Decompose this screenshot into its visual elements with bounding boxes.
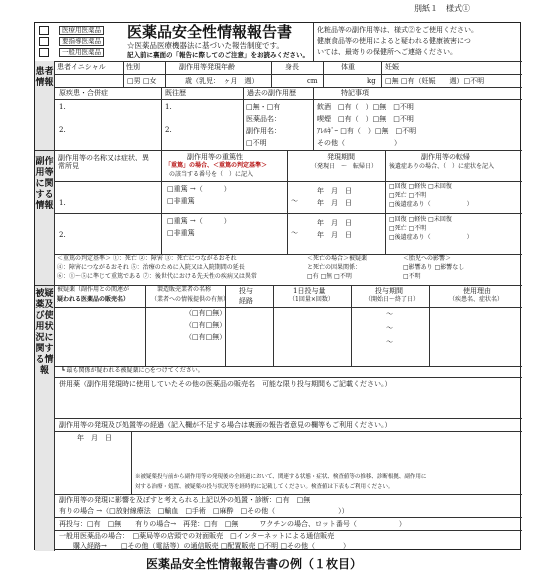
adr-row-1-tilde: 〜 <box>291 197 298 205</box>
death-causality-options[interactable]: □有 □無 □不明 <box>307 273 352 280</box>
form-instruction: 記入前に裏面の「報告に際してのご注意」をお読みください。 <box>127 51 309 59</box>
annex-label: 別紙１ 様式① <box>414 4 470 13</box>
category-label-2: 要指導医薬品 <box>59 37 104 46</box>
route-header-2: 経路 <box>239 297 253 305</box>
height-label: 身長 <box>285 63 299 71</box>
drug-row-2-period: 〜 <box>386 324 393 332</box>
disease-row-2[interactable]: 2. <box>59 126 66 134</box>
special-drinking[interactable]: 飲酒 □有（ ）□無 □不明 <box>317 103 414 111</box>
other-treatment-detail[interactable]: 有りの場合 →（□放射線療法 □輸血 □手術 □麻酔 □その他（ ）） <box>59 507 349 515</box>
past-adr-option[interactable]: □無・□有 <box>246 103 281 111</box>
weight-label: 体重 <box>341 63 355 71</box>
pregnancy-label: 妊娠 <box>385 63 399 71</box>
suspect-drug-header-2: 疑われる医薬品の販売名） <box>57 296 130 303</box>
course-date[interactable]: 年 月 日 <box>77 434 112 442</box>
adr-row-2-start-date[interactable]: 年 月 日 <box>317 219 352 227</box>
section-patient-info: 患者情報 <box>35 67 54 88</box>
death-causality-2: と死亡の因果関係： <box>307 264 362 271</box>
concomitant-drugs-label: 併用薬（副作用発現時に使用していたその他の医薬品の販売名 可能な限り投与期間もご記載ください。） <box>59 380 392 388</box>
manufacturer-header-1: 製造販売業者の名称 <box>157 286 212 293</box>
category-checkbox-3[interactable] <box>39 48 49 57</box>
adr-row-2-tilde: 〜 <box>291 229 298 237</box>
readministration-line[interactable]: 再投与：□有 □無 有りの場合→ 再発：□有 □無 ワクチンの場合、ロット番号（ ） <box>59 520 406 528</box>
anamnesis-row-1[interactable]: 1. <box>165 103 172 111</box>
figure-caption: 医薬品安全性情報報告書の例（１枚目） <box>146 557 363 571</box>
adr-row-2-number[interactable]: 2. <box>59 231 66 239</box>
adr-row-2-nonserious[interactable]: □非重篤 <box>167 229 195 237</box>
adr-row-1-serious[interactable]: □重篤 →（ ） <box>167 185 231 193</box>
section-side-effect-info: 副作用等に関する情報 <box>35 157 54 211</box>
adr-row-1-outcome-3[interactable]: □後遺症あり（ ） <box>389 201 473 208</box>
adr-row-1-end-date[interactable]: 年 月 日 <box>317 199 352 207</box>
suspect-marker-note: ┗ 最も関係が疑われる被疑薬に○をつけてください。 <box>61 367 204 374</box>
report-form <box>34 22 521 550</box>
age-label: 副作用等発現年齢 <box>179 63 235 71</box>
past-adr-unknown[interactable]: □不明 <box>246 139 267 147</box>
adr-row-1-nonserious[interactable]: □非重篤 <box>167 197 195 205</box>
otc-purchase-line-1[interactable]: 一般用医薬品の場合： □薬局等の店頭での対面販売 □インターネットによる通信販売 <box>59 532 335 540</box>
criteria-line-2: ④：障害につながるおそれ ⑤：治療のために入院又は入院期間の延長 <box>57 264 245 271</box>
drug-row-2-provided[interactable]: （□有□無） <box>185 321 227 329</box>
past-adr-name: 副作用名： <box>246 127 281 135</box>
sex-label: 性別 <box>126 63 140 71</box>
severity-sub-1: 「重篤」の場合、＜重篤の判定基準＞ <box>165 162 268 169</box>
suspect-drug-header-1: 被疑薬（副作用との関連が <box>57 286 130 293</box>
pregnancy-options[interactable]: □無 □有（妊娠 週）□不明 <box>385 77 485 85</box>
adr-row-2-outcome-1[interactable]: □回復 □軽快 □未回復 <box>389 216 452 223</box>
underlying-disease-label: 原疾患・合併症 <box>59 89 108 97</box>
header-note-1: 化粧品等の副作用等は、様式②をご使用ください。 <box>317 26 478 34</box>
outcome-sub: 後遺症ありの場合、（ ）に症状を記入 <box>389 163 495 170</box>
drug-row-1-provided[interactable]: （□有□無） <box>185 309 227 317</box>
section-suspect-drug-info: 被疑薬及び使用状況に関する情報 <box>35 289 54 376</box>
adr-row-2-serious[interactable]: □重篤 →（ ） <box>167 217 231 225</box>
severity-sub-2: の該当する番号を（ ）に記入 <box>169 171 254 178</box>
anamnesis-row-2[interactable]: 2. <box>165 126 172 134</box>
dosing-period-header-2: （開始日〜終了日） <box>365 296 420 303</box>
anamnesis-label: 既往歴 <box>165 89 186 97</box>
course-footnote-1: ※被疑薬投与前から副作用等の発現後の全経過において、関連する状態・症状、検査値等の推移、診断根拠、副作用に <box>135 474 427 480</box>
patient-initial-label: 患者イニシャル <box>57 63 106 71</box>
marker-arrow-icon: ┗ <box>61 367 65 374</box>
age-unit: 歳（乳児： ヶ月 週） <box>185 77 259 85</box>
past-adr-label: 過去の副作用歴 <box>247 89 296 97</box>
fetal-effect-label: ＜胎児への影響＞ <box>403 255 452 262</box>
fetal-effect-unknown[interactable]: □不明 <box>403 273 421 280</box>
past-adr-drug: 医薬品名： <box>246 115 281 123</box>
drug-row-1-period: 〜 <box>386 310 393 318</box>
otc-purchase-line-2[interactable]: 購入経路→ □その他（電話等）の通信販売 □配置販売 □不明 □その他（ ） <box>59 542 350 550</box>
drug-row-3-period: 〜 <box>386 338 393 346</box>
adr-row-2-end-date[interactable]: 年 月 日 <box>317 231 352 239</box>
height-unit: cm <box>307 77 318 85</box>
sex-options[interactable]: □男 □女 <box>127 77 157 85</box>
header-note-2: 健康食品等の使用によると疑われる健康被害につ <box>317 37 471 45</box>
criteria-line-1: ＜重篤の判定基準＞ ①：死亡 ②：障害 ③：死亡につながるおそれ <box>57 255 237 262</box>
outcome-header: 副作用等の転帰 <box>421 153 470 161</box>
category-checkbox-1[interactable] <box>39 26 49 35</box>
adr-row-1-start-date[interactable]: 年 月 日 <box>317 187 352 195</box>
adr-row-2-outcome-2[interactable]: □死亡 □不明 <box>389 225 427 232</box>
use-reason-header-2: （疾患名、症状名） <box>449 296 504 303</box>
weight-unit: kg <box>367 77 376 85</box>
adr-row-1-outcome-2[interactable]: □死亡 □不明 <box>389 192 427 199</box>
period-header: 発現期間 <box>327 153 355 161</box>
use-reason-header-1: 使用理由 <box>463 287 491 295</box>
other-treatment-line[interactable]: 副作用等の発現に影響を及ぼすと考えられる上記以外の処置・診断：□有 □無 <box>59 496 311 504</box>
death-causality-1: ＜死亡の場合＞被疑薬 <box>307 255 368 262</box>
course-footnote-2: 対する治療・処置、被疑薬の投与状況等を経時的に記載してください。検査値は下表もご利用ください。 <box>135 484 394 490</box>
special-notes-label: 特記事項 <box>341 89 369 97</box>
adr-name-header: 副作用等の名称又は症状、異常所見 <box>58 154 149 171</box>
daily-dose-header-1: 1日投与量 <box>293 287 326 295</box>
disease-row-1[interactable]: 1. <box>59 103 66 111</box>
form-subtitle: ☆医薬品医療機器法に基づいた報告制度です。 <box>127 41 284 50</box>
special-other[interactable]: その他（ ） <box>317 139 401 147</box>
criteria-line-3: ⑥：①〜⑤に準じて重篤である ⑦：後世代における先天性の疾病又は異常 <box>57 273 257 280</box>
category-checkbox-2[interactable] <box>39 37 49 46</box>
period-sub: （発現日 〜 転帰日） <box>311 163 378 170</box>
adr-row-2-outcome-3[interactable]: □後遺症あり（ ） <box>389 234 473 241</box>
dosing-period-header-1: 投与期間 <box>375 287 403 295</box>
adr-row-1-number[interactable]: 1. <box>59 199 66 207</box>
daily-dose-header-2: （1回量×回数） <box>289 296 334 303</box>
form-title: 医薬品安全性情報報告書 <box>127 23 293 41</box>
category-label-3: 一般用医薬品 <box>59 48 104 57</box>
special-allergy[interactable]: ｱﾚﾙｷﾞｰ □有（ ）□無 □不明 <box>317 127 417 135</box>
route-header-1: 投与 <box>239 287 253 295</box>
manufacturer-header-2: （業者への情報提供の有無） <box>151 296 230 303</box>
special-smoking[interactable]: 喫煙 □有（ ）□無 □不明 <box>317 115 414 123</box>
header-note-3: いては、最寄りの保健所へご連絡ください。 <box>317 48 457 56</box>
drug-row-3-provided[interactable]: （□有□無） <box>185 333 227 341</box>
course-label: 副作用等の発現及び処置等の経過（記入欄が不足する場合は裏面の報告者意見の欄等もご利用ください。） <box>59 421 392 429</box>
fetal-effect-options[interactable]: □影響あり □影響なし <box>403 264 465 271</box>
severity-header: 副作用等の重篤性 <box>187 153 243 161</box>
adr-row-1-outcome-1[interactable]: □回復 □軽快 □未回復 <box>389 183 452 190</box>
category-label-1: 医療用医薬品 <box>59 26 104 35</box>
